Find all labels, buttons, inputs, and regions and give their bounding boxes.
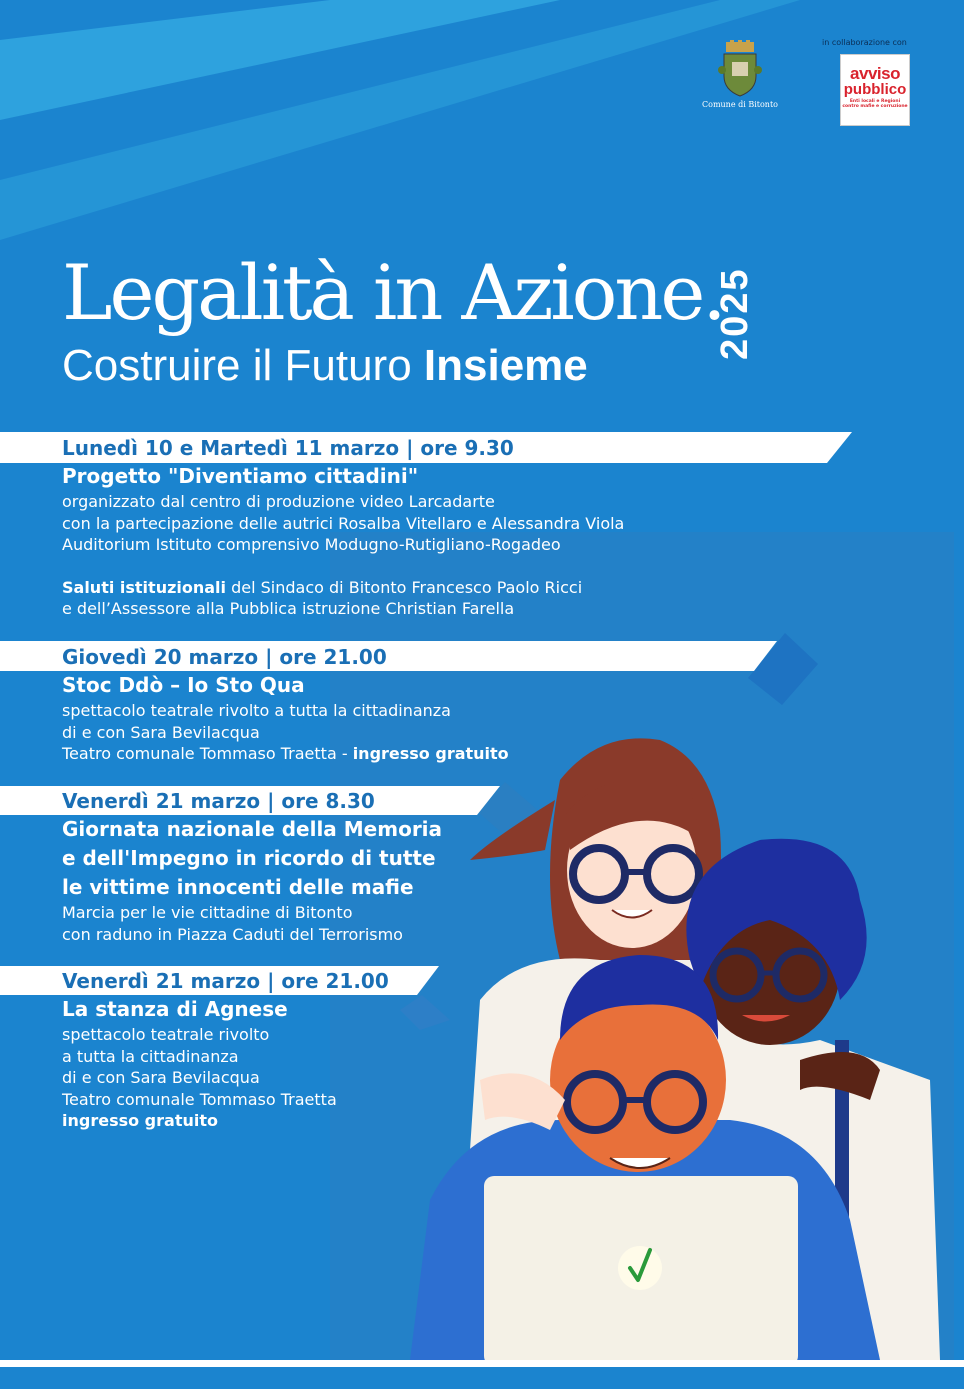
event-line: di e con Sara Bevilacqua <box>62 722 260 742</box>
subtitle-bold: Insieme <box>423 341 588 390</box>
event-line: con la partecipazione delle autrici Rosalba Vitellaro e Alessandra Viola <box>62 513 625 533</box>
avviso-logo-line2: pubblico <box>843 81 907 98</box>
avviso-logo-line1: avviso <box>850 64 900 83</box>
event-date: Venerdì 21 marzo | ore 8.30 <box>62 789 375 813</box>
event-greeting <box>62 577 624 599</box>
event-date: Venerdì 21 marzo | ore 21.00 <box>62 969 389 993</box>
event-block-3 <box>62 815 442 945</box>
event-line: Marcia per le vie cittadine di Bitonto <box>62 903 353 922</box>
bottom-stripe <box>0 1360 964 1367</box>
greeting-text: del Sindaco di Bitonto Francesco Paolo Ricci <box>226 577 583 597</box>
event-title: e dell'Impegno in ricordo di tutte <box>62 846 436 870</box>
event-line <box>62 743 509 765</box>
avviso-pubblico-logo <box>840 54 910 126</box>
laptop <box>484 1176 798 1366</box>
event-line: Auditorium Istituto comprensivo Modugno-Rutigliano-Rogadeo <box>62 535 561 555</box>
event-title: le vittime innocenti delle mafie <box>62 875 414 899</box>
event-title: Stoc Ddò – Io Sto Qua <box>62 673 305 697</box>
event-date: Giovedì 20 marzo | ore 21.00 <box>62 645 387 669</box>
event-line: spettacolo teatrale rivolto <box>62 1025 270 1044</box>
event-title: Giornata nazionale della Memoria <box>62 817 443 841</box>
event-line: spettacolo teatrale rivolto a tutta la cittadinanza <box>62 701 451 720</box>
event-date: Lunedì 10 e Martedì 11 marzo | ore 9.30 <box>62 436 514 460</box>
event-line: con raduno in Piazza Caduti del Terrorismo <box>62 924 403 944</box>
poster-title: Legalità in Azione. <box>62 248 724 337</box>
free-entry-bold: ingresso gratuito <box>62 1111 218 1131</box>
comune-logo <box>700 40 780 109</box>
event-block-2 <box>62 671 509 765</box>
event-line: a tutta la cittadinanza <box>62 1046 239 1066</box>
collaboration-label: in collaborazione con <box>822 38 907 47</box>
event-line: organizzato dal centro di produzione video Larcadarte <box>62 492 495 511</box>
free-entry: ingresso gratuito <box>352 744 509 764</box>
coat-of-arms-icon <box>718 40 762 98</box>
event-line: Teatro comunale Tommaso Traetta <box>62 1089 337 1109</box>
event-title: La stanza di Agnese <box>62 997 288 1021</box>
venue-text: Teatro comunale Tommaso Traetta - <box>62 744 353 764</box>
event-line: di e con Sara Bevilacqua <box>62 1068 260 1088</box>
event-title: Progetto "Diventiamo cittadini" <box>62 464 419 488</box>
greeting-bold: Saluti istituzionali <box>62 577 227 597</box>
event-block-4 <box>62 995 337 1132</box>
poster-subtitle <box>62 340 588 392</box>
event-block-1 <box>62 462 624 620</box>
subtitle-regular: Costruire il Futuro <box>62 341 424 390</box>
diagonal-stripe <box>0 0 560 120</box>
avviso-logo-tagline: Enti locali e Regioni contro mafie e corruzione <box>842 99 908 109</box>
event-line: e dell’Assessore alla Pubblica istruzione Christian Farella <box>62 599 515 619</box>
comune-name: Comune di Bitonto <box>702 100 778 109</box>
poster-year: 2025 <box>714 267 756 360</box>
free-entry <box>62 1110 337 1132</box>
